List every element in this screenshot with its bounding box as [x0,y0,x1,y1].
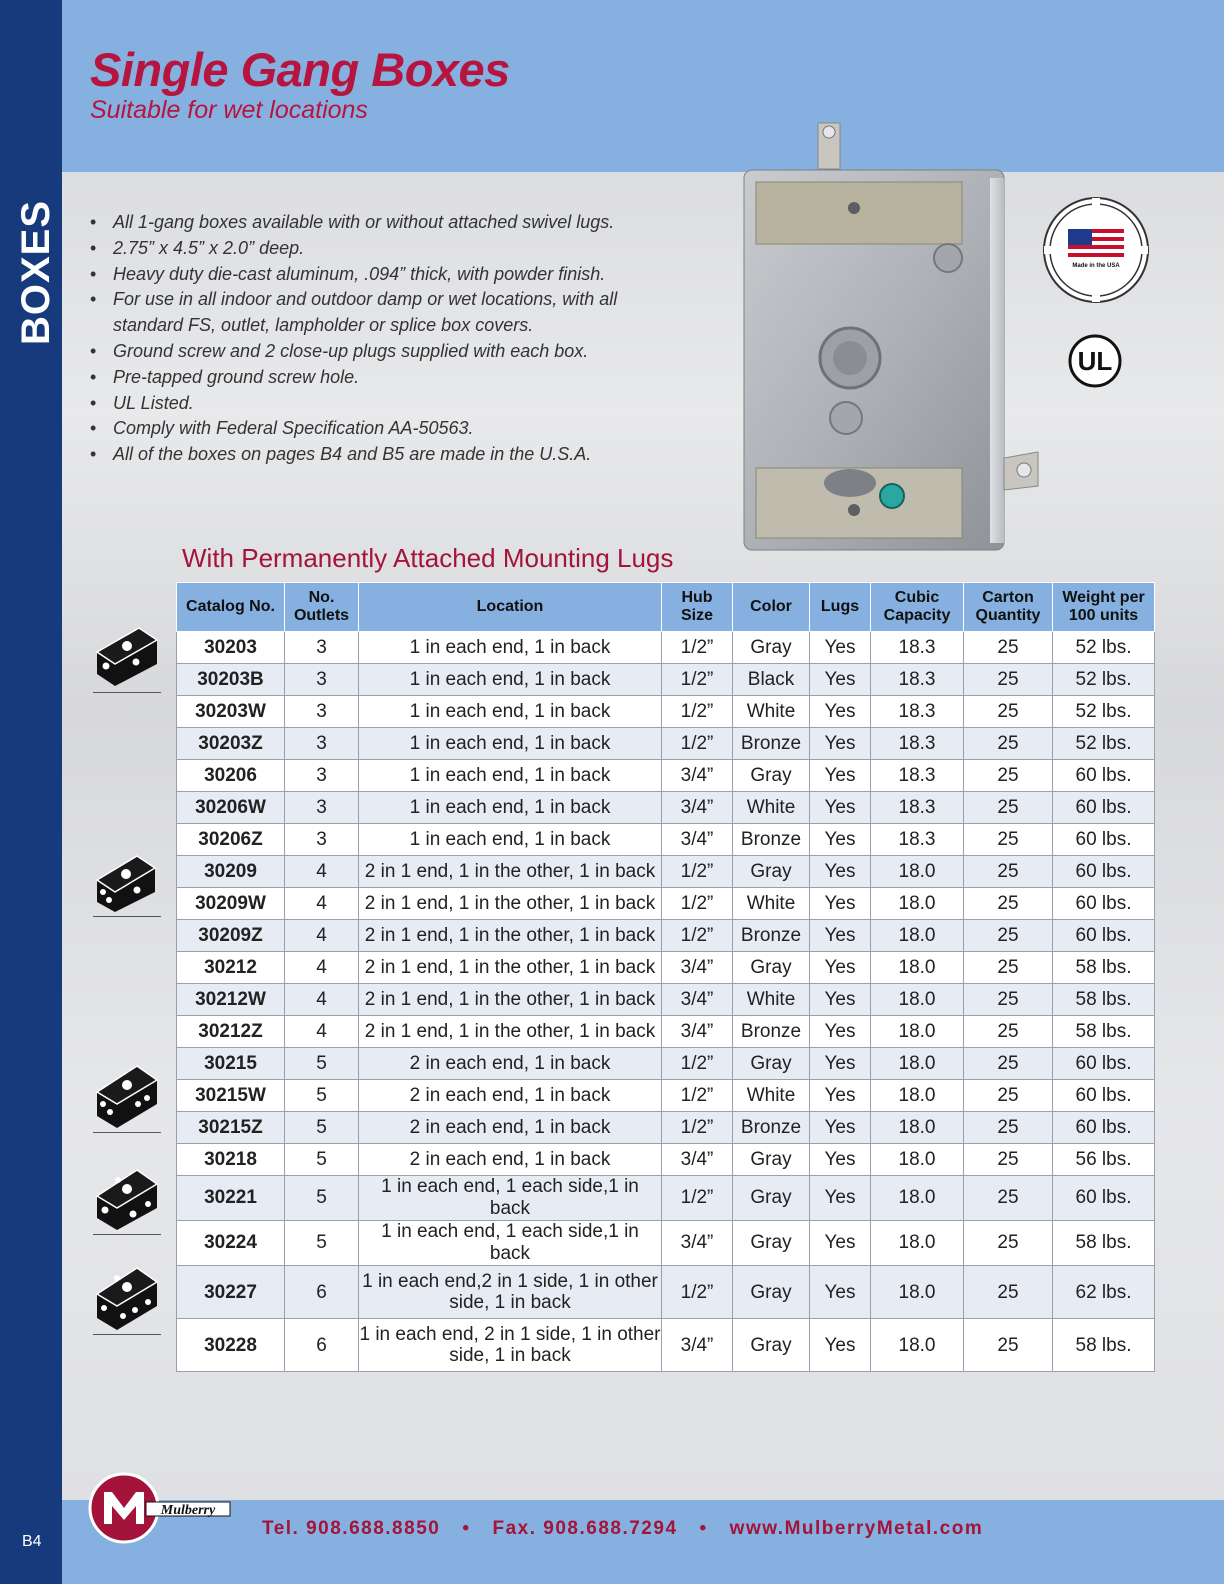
table-cell: 3/4” [662,952,733,984]
footer-band [62,1500,1224,1584]
table-cell: Yes [810,728,871,760]
table-cell: 25 [964,632,1053,664]
table-cell: Gray [733,1266,810,1319]
table-cell: 1/2” [662,632,733,664]
feature-item: • Ground screw and 2 close-up plugs supplied with each box. [88,339,688,365]
column-header: Carton Quantity [964,583,1053,632]
table-cell: 1/2” [662,664,733,696]
table-cell: 1/2” [662,920,733,952]
table-cell: 1 in each end, 1 in back [359,760,662,792]
table-cell: Yes [810,664,871,696]
thumb-divider [93,916,161,917]
table-cell: Bronze [733,728,810,760]
table-cell: Gray [733,632,810,664]
table-row [177,888,1155,920]
catalog-number-cell: 30212Z [177,1016,285,1048]
catalog-number-cell: 30209 [177,856,285,888]
table-cell: 1 in each end, 1 each side,1 in back [359,1176,662,1221]
table-cell: 25 [964,760,1053,792]
table-row [177,920,1155,952]
table-cell: 60 lbs. [1053,760,1155,792]
brand-name: Mulberry [160,1503,216,1518]
table-cell: 3 [285,728,359,760]
table-cell: 52 lbs. [1053,664,1155,696]
table-cell: 18.3 [871,728,964,760]
table-cell: 6 [285,1319,359,1372]
ul-listed-icon [1068,334,1122,388]
table-cell: 1 in each end, 1 in back [359,632,662,664]
table-cell: 3 [285,632,359,664]
table-cell: White [733,792,810,824]
feature-item: • Pre-tapped ground screw hole. [88,365,688,391]
table-cell: 25 [964,856,1053,888]
catalog-number-cell: 30203Z [177,728,285,760]
table-cell: 3/4” [662,760,733,792]
phone-number: Tel. 908.688.8850 [262,1518,441,1539]
column-header: Lugs [810,583,871,632]
table-cell: 1/2” [662,1266,733,1319]
table-row [177,1016,1155,1048]
table-row [177,1319,1155,1372]
table-cell: 58 lbs. [1053,984,1155,1016]
thumb-divider [93,1234,161,1235]
column-header: Catalog No. [177,583,285,632]
table-row [177,1176,1155,1221]
table-cell: 25 [964,1144,1053,1176]
box-3-outlet-icon [93,616,161,688]
table-cell: 2 in 1 end, 1 in the other, 1 in back [359,888,662,920]
box-4-outlet-icon [93,846,161,914]
table-cell: 58 lbs. [1053,1319,1155,1372]
table-cell: Yes [810,920,871,952]
table-cell: 18.3 [871,760,964,792]
table-cell: 60 lbs. [1053,792,1155,824]
table-cell: 25 [964,728,1053,760]
column-header: Weight per 100 units [1053,583,1155,632]
table-header-row [177,583,1155,632]
feature-list [88,210,688,468]
table-cell: 60 lbs. [1053,920,1155,952]
table-cell: White [733,984,810,1016]
table-cell: 18.0 [871,1112,964,1144]
thumb-divider [93,692,161,693]
table-cell: Bronze [733,1112,810,1144]
us-flag-icon [1068,229,1124,259]
table-cell: 3/4” [662,1016,733,1048]
feature-item: • UL Listed. [88,391,688,417]
table-cell: Yes [810,824,871,856]
section-tab-label [14,301,59,345]
usa-badge-text: Made in the USA [1072,263,1120,269]
column-header: Hub Size [662,583,733,632]
catalog-number-cell: 30206W [177,792,285,824]
table-cell: 3 [285,792,359,824]
table-cell: 1 in each end, 1 in back [359,664,662,696]
table-cell: 4 [285,888,359,920]
table-cell: 1 in each end,2 in 1 side, 1 in other side, 1 in back [359,1266,662,1319]
box-5-outlet-icon [93,1054,161,1130]
column-header: No. Outlets [285,583,359,632]
table-row [177,952,1155,984]
table-cell: 25 [964,1176,1053,1221]
catalog-number-cell: 30228 [177,1319,285,1372]
table-cell: 3/4” [662,1144,733,1176]
table-cell: Yes [810,1266,871,1319]
table-cell: 4 [285,1016,359,1048]
table-cell: 18.0 [871,920,964,952]
product-photo [742,118,1042,558]
table-cell: Yes [810,888,871,920]
table-cell: Bronze [733,920,810,952]
table-cell: 2 in each end, 1 in back [359,1080,662,1112]
table-cell: 2 in 1 end, 1 in the other, 1 in back [359,984,662,1016]
table-cell: Yes [810,1221,871,1266]
table-cell: 2 in 1 end, 1 in the other, 1 in back [359,952,662,984]
table-cell: 1/2” [662,728,733,760]
separator: • [699,1518,708,1539]
table-cell: 25 [964,1266,1053,1319]
table-cell: Yes [810,984,871,1016]
table-cell: Yes [810,1016,871,1048]
table-cell: Bronze [733,824,810,856]
table-cell: 3 [285,664,359,696]
contact-line [262,1518,983,1540]
table-cell: 5 [285,1176,359,1221]
table-row [177,1266,1155,1319]
table-row [177,1048,1155,1080]
table-cell: 3 [285,824,359,856]
ul-mark-text: UL [1077,346,1113,376]
table-cell: 3/4” [662,1221,733,1266]
table-cell: 2 in 1 end, 1 in the other, 1 in back [359,920,662,952]
table-cell: Yes [810,632,871,664]
table-cell: 6 [285,1266,359,1319]
table-cell: Yes [810,952,871,984]
box-6-outlet-icon [93,1256,161,1332]
spec-table-body [177,632,1155,1372]
table-cell: 1/2” [662,888,733,920]
table-cell: Yes [810,1176,871,1221]
table-cell: 18.3 [871,696,964,728]
table-cell: Yes [810,760,871,792]
table-cell: Gray [733,1176,810,1221]
table-cell: 60 lbs. [1053,1176,1155,1221]
table-row [177,632,1155,664]
table-cell: 25 [964,664,1053,696]
catalog-number-cell: 30224 [177,1221,285,1266]
table-cell: 5 [285,1048,359,1080]
section-heading: With Permanently Attached Mounting Lugs [182,543,674,573]
table-cell: 2 in each end, 1 in back [359,1048,662,1080]
table-cell: 60 lbs. [1053,1048,1155,1080]
table-cell: 5 [285,1221,359,1266]
table-cell: Yes [810,1080,871,1112]
table-cell: 18.0 [871,1080,964,1112]
table-cell: 60 lbs. [1053,1112,1155,1144]
feature-item: • All of the boxes on pages B4 and B5 are made in the U.S.A. [88,442,688,468]
table-cell: Yes [810,856,871,888]
table-cell: 1/2” [662,856,733,888]
mulberry-logo [88,1472,233,1544]
table-cell: White [733,888,810,920]
table-cell: Bronze [733,1016,810,1048]
table-cell: 18.0 [871,1176,964,1221]
table-cell: 2 in 1 end, 1 in the other, 1 in back [359,1016,662,1048]
thumb-divider [93,1132,161,1133]
table-cell: 18.0 [871,1319,964,1372]
table-cell: 52 lbs. [1053,632,1155,664]
table-cell: Yes [810,696,871,728]
table-cell: 58 lbs. [1053,1221,1155,1266]
table-row [177,1112,1155,1144]
table-row [177,664,1155,696]
table-row [177,1221,1155,1266]
table-cell: 18.0 [871,1016,964,1048]
catalog-number-cell: 30215W [177,1080,285,1112]
table-cell: Gray [733,1048,810,1080]
table-cell: 1/2” [662,1176,733,1221]
table-cell: 1/2” [662,1080,733,1112]
table-cell: 60 lbs. [1053,824,1155,856]
table-cell: 2 in 1 end, 1 in the other, 1 in back [359,856,662,888]
separator: • [462,1518,471,1539]
table-cell: 4 [285,952,359,984]
table-cell: 1 in each end, 2 in 1 side, 1 in other side, 1 in back [359,1319,662,1372]
catalog-number-cell: 30215Z [177,1112,285,1144]
spec-table [176,582,1155,1372]
table-cell: 18.0 [871,984,964,1016]
table-cell: Gray [733,856,810,888]
catalog-number-cell: 30218 [177,1144,285,1176]
table-cell: 3 [285,696,359,728]
table-cell: Yes [810,1319,871,1372]
table-cell: 56 lbs. [1053,1144,1155,1176]
table-cell: Yes [810,1144,871,1176]
table-cell: 1 in each end, 1 in back [359,696,662,728]
feature-item: • 2.75” x 4.5” x 2.0” deep. [88,236,688,262]
table-row [177,1080,1155,1112]
table-cell: Yes [810,792,871,824]
catalog-number-cell: 30215 [177,1048,285,1080]
table-cell: 60 lbs. [1053,888,1155,920]
table-cell: 1/2” [662,1112,733,1144]
table-cell: 25 [964,1221,1053,1266]
table-cell: 18.0 [871,1221,964,1266]
table-cell: Gray [733,760,810,792]
table-cell: 62 lbs. [1053,1266,1155,1319]
table-row [177,696,1155,728]
catalog-number-cell: 30212W [177,984,285,1016]
feature-item: • All 1-gang boxes available with or without attached swivel lugs. [88,210,688,236]
table-cell: 3/4” [662,792,733,824]
page-title: Single Gang Boxes [90,43,510,96]
table-cell: 60 lbs. [1053,1080,1155,1112]
table-cell: 3/4” [662,1319,733,1372]
table-row [177,1144,1155,1176]
table-cell: 18.0 [871,1048,964,1080]
table-cell: 25 [964,952,1053,984]
catalog-number-cell: 30206Z [177,824,285,856]
table-cell: 58 lbs. [1053,952,1155,984]
table-cell: 3/4” [662,984,733,1016]
table-cell: 52 lbs. [1053,696,1155,728]
table-cell: 1/2” [662,696,733,728]
table-cell: 3/4” [662,824,733,856]
table-cell: 4 [285,920,359,952]
page-number: B4 [22,1533,42,1550]
catalog-number-cell: 30227 [177,1266,285,1319]
table-cell: 25 [964,1048,1053,1080]
table-row [177,856,1155,888]
table-cell: 18.0 [871,888,964,920]
table-cell: 25 [964,824,1053,856]
catalog-number-cell: 30209W [177,888,285,920]
catalog-number-cell: 30209Z [177,920,285,952]
table-cell: 1 in each end, 1 in back [359,792,662,824]
fax-number: Fax. 908.688.7294 [492,1518,678,1539]
table-cell: 2 in each end, 1 in back [359,1144,662,1176]
catalog-number-cell: 30206 [177,760,285,792]
table-cell: Gray [733,1144,810,1176]
table-cell: 60 lbs. [1053,856,1155,888]
table-cell: 18.0 [871,952,964,984]
table-cell: 5 [285,1144,359,1176]
table-cell: 1 in each end, 1 in back [359,728,662,760]
table-cell: 1 in each end, 1 each side,1 in back [359,1221,662,1266]
table-cell: 25 [964,984,1053,1016]
table-row [177,984,1155,1016]
catalog-number-cell: 30221 [177,1176,285,1221]
table-row [177,792,1155,824]
table-row [177,760,1155,792]
table-cell: 5 [285,1112,359,1144]
catalog-number-cell: 30203 [177,632,285,664]
catalog-number-cell: 30203B [177,664,285,696]
feature-item: • Heavy duty die-cast aluminum, .094” thick, with powder finish. [88,262,688,288]
table-cell: Gray [733,1319,810,1372]
table-cell: Yes [810,1048,871,1080]
table-cell: 18.0 [871,856,964,888]
box-5-outlet-side-icon [93,1160,161,1232]
table-cell: 25 [964,1319,1053,1372]
table-cell: 18.0 [871,1266,964,1319]
feature-item: • For use in all indoor and outdoor damp or wet locations, with all standard FS, outlet, lampholder or splice box covers. [88,287,688,339]
page-subtitle: Suitable for wet locations [90,96,368,124]
website-link[interactable]: www.MulberryMetal.com [729,1518,984,1539]
table-cell: 25 [964,792,1053,824]
table-cell: Gray [733,1221,810,1266]
table-cell: White [733,696,810,728]
column-header: Cubic Capacity [871,583,964,632]
table-cell: 58 lbs. [1053,1016,1155,1048]
table-cell: 18.3 [871,824,964,856]
column-header: Color [733,583,810,632]
table-cell: 25 [964,1080,1053,1112]
table-cell: 18.0 [871,1144,964,1176]
table-cell: Yes [810,1112,871,1144]
catalog-number-cell: 30212 [177,952,285,984]
table-cell: 3 [285,760,359,792]
table-cell: 4 [285,984,359,1016]
column-header: Location [359,583,662,632]
table-cell: 25 [964,888,1053,920]
table-cell: 25 [964,1016,1053,1048]
thumb-divider [93,1334,161,1335]
table-cell: 18.3 [871,632,964,664]
table-cell: 1/2” [662,1048,733,1080]
catalog-number-cell: 30203W [177,696,285,728]
table-cell: Gray [733,952,810,984]
table-cell: 4 [285,856,359,888]
table-cell: White [733,1080,810,1112]
table-cell: 5 [285,1080,359,1112]
table-row [177,728,1155,760]
table-cell: 18.3 [871,664,964,696]
feature-item: • Comply with Federal Specification AA-50563. [88,416,688,442]
table-cell: 25 [964,1112,1053,1144]
table-cell: 18.3 [871,792,964,824]
table-row [177,824,1155,856]
table-cell: Black [733,664,810,696]
table-cell: 52 lbs. [1053,728,1155,760]
made-in-usa-badge [1042,196,1150,304]
table-cell: 25 [964,696,1053,728]
table-cell: 2 in each end, 1 in back [359,1112,662,1144]
table-cell: 25 [964,920,1053,952]
table-cell: 1 in each end, 1 in back [359,824,662,856]
